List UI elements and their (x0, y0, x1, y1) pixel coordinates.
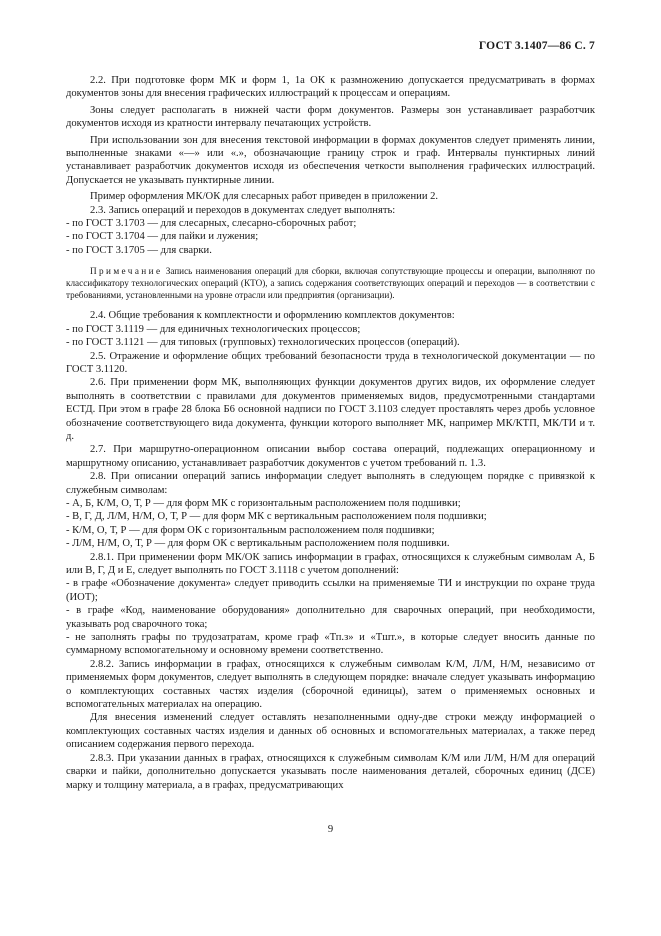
paragraph: 2.3. Запись операций и переходов в документах следует выполнять: (90, 204, 396, 216)
paragraph: - не заполнять графы по трудозатратам, кроме граф «Тп.з» и «Тшт.», в которые следует вносить данные по суммарному вспомогательному и основному времени соответственно. (66, 632, 595, 657)
paragraph: - по ГОСТ 3.1704 — для пайки и лужения; (66, 231, 259, 243)
paragraph: - В, Г, Д, Л/М, Н/М, О, Т, Р — для форм МК с вертикальным расположением поля подшивки; (66, 511, 487, 523)
note-label: Примечание (90, 266, 163, 277)
note-text: Запись наименования операций для сборки, включая сопутствующие процессы и операции, выполняют по классификатору технологических операций (КТО), а запись содержания соответствующих операций и переходов — в соответствии с требованиями, установленными на уровне отрасли или предприятия (организации). (66, 266, 595, 301)
paragraph: - по ГОСТ 3.1705 — для сварки. (66, 244, 212, 256)
paragraph: 2.8. При описании операций запись информации следует выполнять в следующем порядке с привязкой к служебным символам: (66, 471, 595, 496)
paragraph: 2.5. Отражение и оформление общих требований безопасности труда в технологической документации — по ГОСТ 3.1120. (66, 350, 595, 375)
paragraph: 2.4. Общие требования к комплектности и оформлению комплектов документов: (90, 310, 455, 322)
document-body (66, 74, 595, 792)
page-number: 9 (327, 824, 334, 835)
paragraph: - Л/М, Н/М, О, Т, Р — для форм ОК с вертикальным расположением поля подшивки. (66, 538, 450, 550)
paragraph: - в графе «Обозначение документа» следует приводить ссылки на применяемые ТИ и инструкции по охране труда (ИОТ); (66, 578, 595, 603)
paragraph: Зоны следует располагать в нижней части форм документов. Размеры зон устанавливает разработчик документов исходя из кратности интервалу печатающих устройств. (66, 104, 595, 130)
page-header: ГОСТ 3.1407—86 С. 7 (478, 40, 595, 52)
paragraph: Для внесения изменений следует оставлять незаполненными одну-две строки между информацией о комплектующих составных частях изделия и данных об основных и вспомогательных материалах, а также перед описанием содержания первого перехода. (66, 712, 595, 751)
paragraph: Пример оформления МК/ОК для слесарных работ приведен в приложении 2. (90, 191, 439, 203)
paragraph: При использовании зон для внесения текстовой информации в формах документов следует применять линии, выполненные знаками «—» или «.», обозначающие границу строк и граф. Интервалы пунктирных линий устанавливает разработчик документов исходя из обеспечения четкости выполнения графических иллюстраций. Допускается не указывать пунктирные линии. (66, 134, 595, 186)
paragraph: - А, Б, К/М, О, Т, Р — для форм МК с горизонтальным расположением поля подшивки; (66, 497, 461, 509)
paragraph: - в графе «Код, наименование оборудования» дополнительно для сварочных операций, при необходимости, указывать род сварочного тока; (66, 605, 595, 630)
text-block-2 (66, 309, 595, 792)
paragraph: - по ГОСТ 3.1703 — для слесарных, слесарно-сборочных работ; (66, 218, 357, 230)
note (66, 265, 595, 301)
text-block-1 (66, 74, 595, 257)
paragraph: - К/М, О, Т, Р — для форм ОК с горизонтальным расположением поля подшивки; (66, 524, 435, 536)
paragraph: 2.2. При подготовке форм МК и форм 1, 1а ОК к размножению допускается предусматривать в формах документов зоны для внесения графических иллюстраций к процессам и операциям. (66, 75, 595, 100)
paragraph: 2.8.2. Запись информации в графах, относящихся к служебным символам К/М, Л/М, Н/М, независимо от применяемых форм документов, следует выполнять в следующем порядке: вначале следует указывать информацию о комплектующих составных частях изделия (сборочной единицы), затем о применяемых основных и вспомогательных материалах на операцию. (66, 658, 595, 711)
paragraph: 2.7. При маршрутно-операционном описании выбор состава операций, подлежащих операционному и маршрутному описанию, устанавливает разработчик документов с учетом требований п. 1.3. (66, 444, 595, 469)
paragraph: - по ГОСТ 3.1119 — для единичных технологических процессов; (66, 323, 361, 335)
paragraph: 2.8.3. При указании данных в графах, относящихся к служебным символам К/М или Л/М, Н/М для операций сварки и пайки, дополнительно допускается указывать после наименования деталей, сборочных единиц (ДСЕ) марку и толщину материала, а в графах, предусматривающих (66, 752, 595, 791)
paragraph: - по ГОСТ 3.1121 — для типовых (групповых) технологических процессов (операций). (66, 337, 460, 349)
paragraph: 2.8.1. При применении форм МК/ОК запись информации в графах, относящихся к служебным символам А, Б или В, Г, Д и Е, следует выполнять по ГОСТ 3.1118 с учетом дополнений: (66, 551, 595, 576)
paragraph: 2.6. При применении форм МК, выполняющих функции документов других видов, их оформление следует выполнять в соответствии с правилами для документов применяемых видов, предусмотренными стандартами ЕСТД. При этом в графе 28 блока Б6 основной надписи по ГОСТ 3.1103 следует проставлять через дробь условное обозначение соответствующего вида документа, функции которого выполняет МК, например МК/КТП, МК/ТИ и т. д. (66, 377, 595, 442)
